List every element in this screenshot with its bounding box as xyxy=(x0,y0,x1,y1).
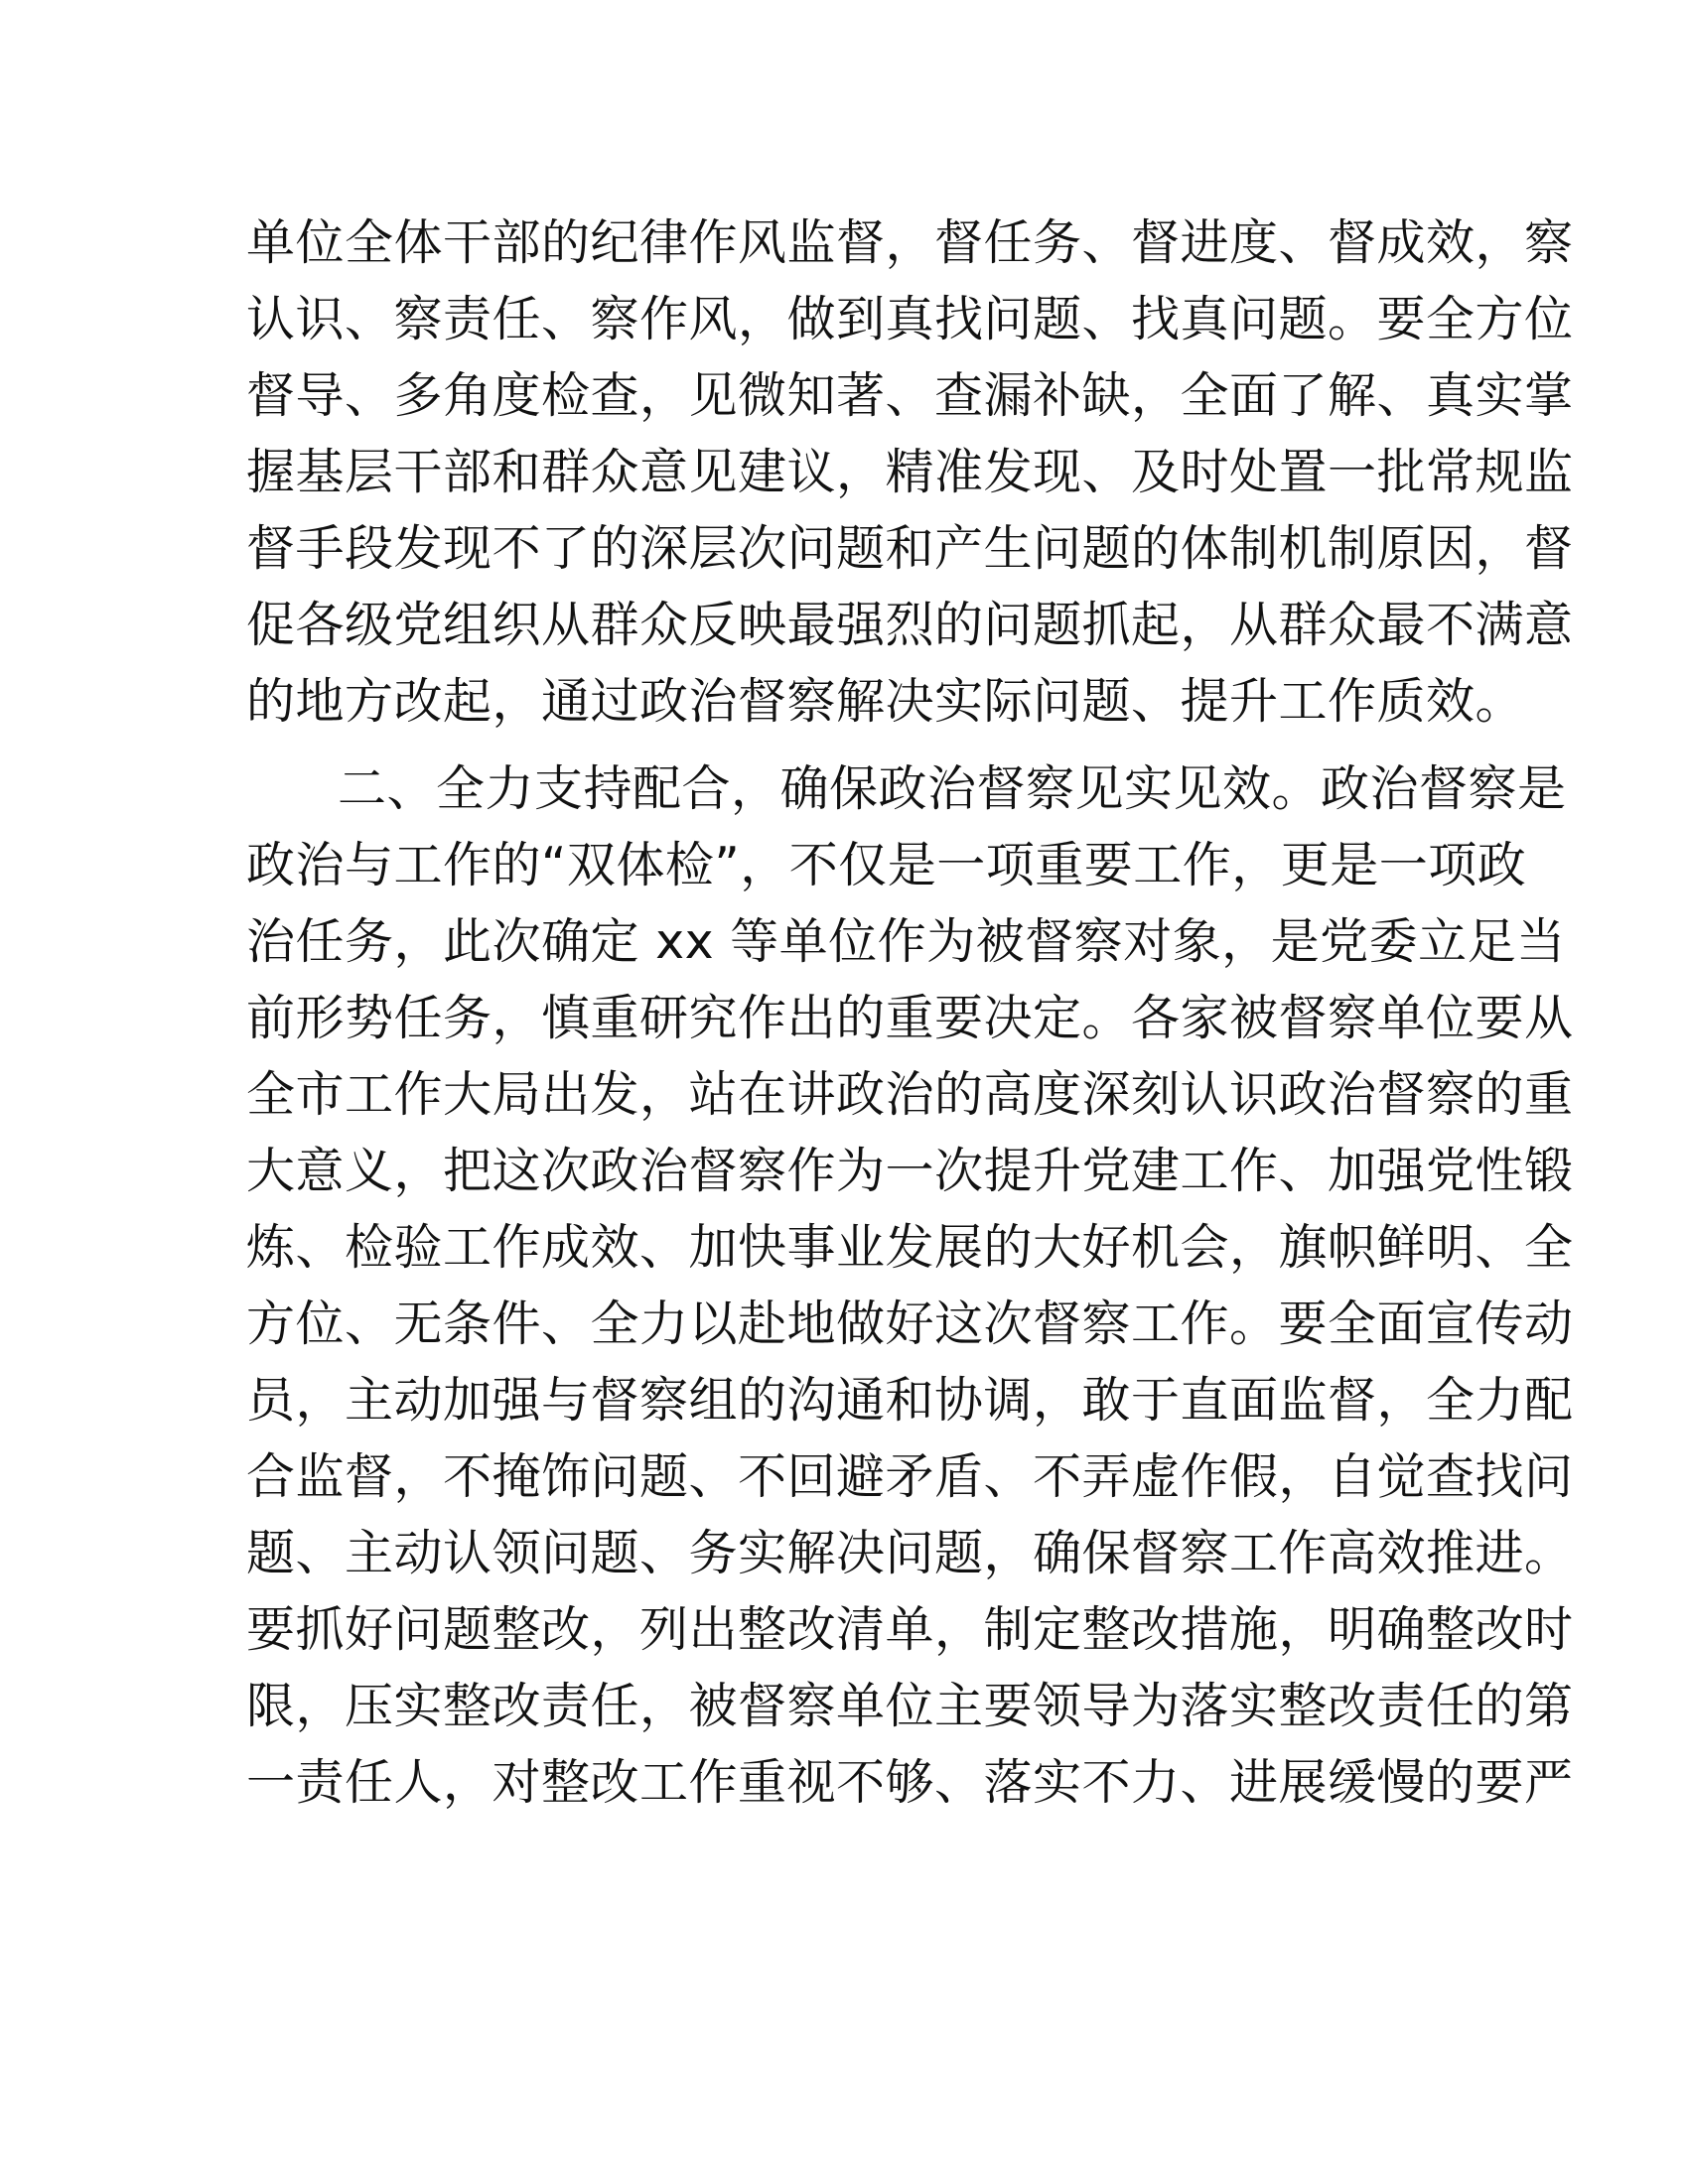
text-line: 全市工作大局出发，站在讲政治的高度深刻认识政治督察的重 xyxy=(246,1066,1574,1123)
text-line: 督导、多角度检查，见微知著、查漏补缺，全面了解、真实掌 xyxy=(246,367,1574,424)
text-line: 握基层干部和群众意见建议，精准发现、及时处置一批常规监 xyxy=(246,444,1574,500)
text-line: 单位全体干部的纪律作风监督，督任务、督进度、督成效，察 xyxy=(246,214,1574,271)
section-heading-line: 二、全力支持配合，确保政治督察见实见效。政治督察是 xyxy=(338,760,1567,817)
text-line: 认识、察责任、察作风，做到真找问题、找真问题。要全方位 xyxy=(246,291,1574,347)
text-line: 前形势任务，慎重研究作出的重要决定。各家被督察单位要从 xyxy=(246,990,1574,1046)
text-line: 炼、检验工作成效、加快事业发展的大好机会，旗帜鲜明、全 xyxy=(246,1219,1574,1276)
text-line: 治任务，此次确定 xx 等单位作为被督察对象，是党委立足当 xyxy=(246,913,1566,970)
text-line: 限，压实整改责任，被督察单位主要领导为落实整改责任的第 xyxy=(246,1678,1574,1734)
text-line: 合监督，不掩饰问题、不回避矛盾、不弄虚作假，自觉查找问 xyxy=(246,1448,1574,1505)
text-line: 政治与工作的“双体检”，不仅是一项重要工作，更是一项政 xyxy=(246,837,1527,893)
text-line: 题、主动认领问题、务实解决问题，确保督察工作高效推进。 xyxy=(246,1525,1574,1581)
text-line: 要抓好问题整改，列出整改清单，制定整改措施，明确整改时 xyxy=(246,1601,1574,1658)
text-line: 的地方改起，通过政治督察解决实际问题、提升工作质效。 xyxy=(246,673,1525,730)
text-line: 大意义，把这次政治督察作为一次提升党建工作、加强党性锻 xyxy=(246,1143,1574,1199)
text-line: 员，主动加强与督察组的沟通和协调，敢于直面监督，全力配 xyxy=(246,1372,1574,1429)
text-line: 一责任人，对整改工作重视不够、落实不力、进展缓慢的要严 xyxy=(246,1754,1574,1811)
text-line: 方位、无条件、全力以赴地做好这次督察工作。要全面宣传动 xyxy=(246,1296,1574,1352)
text-line: 促各级党组织从群众反映最强烈的问题抓起，从群众最不满意 xyxy=(246,597,1574,653)
text-line: 督手段发现不了的深层次问题和产生问题的体制机制原因，督 xyxy=(246,520,1574,577)
